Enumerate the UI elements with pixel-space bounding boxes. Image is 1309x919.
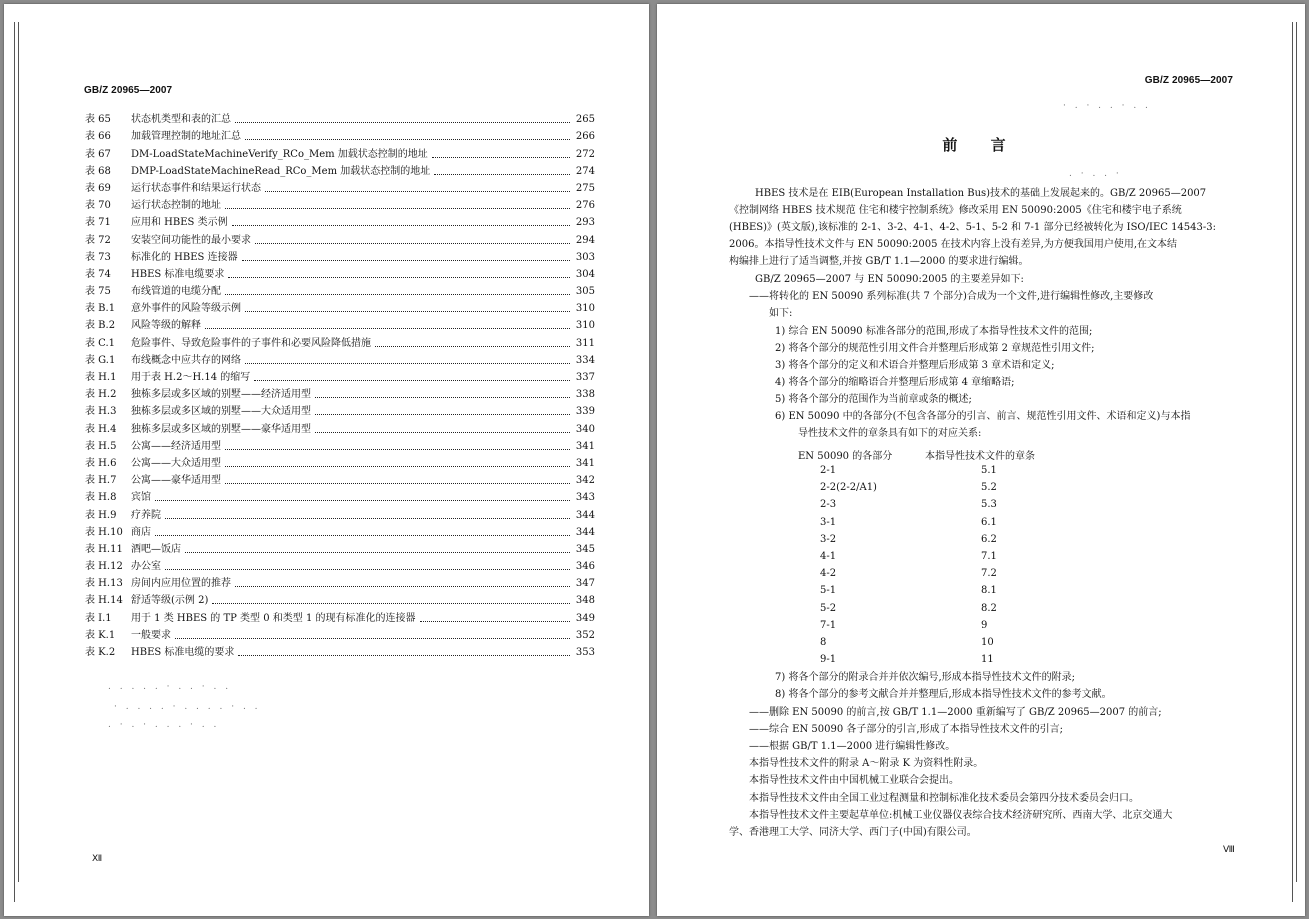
toc-entry-page: 272 xyxy=(575,148,595,160)
toc-entry-title: HBES 标准电缆要求 xyxy=(131,268,225,280)
toc-entry-title: 安装空间功能性的最小要求 xyxy=(131,234,251,246)
toc-entry-number: 表 68 xyxy=(85,165,111,177)
paragraph-line: 本指导性技术文件由全国工业过程测量和控制标准化技术委员会第四分技术委员会归口。 xyxy=(749,793,1139,804)
dot-leader xyxy=(242,260,570,261)
dot-leader xyxy=(420,621,571,622)
list-item: 5) 将各个部分的范围作为当前章或条的概述; xyxy=(775,394,972,405)
toc-entry-number: 表 69 xyxy=(85,182,111,194)
toc-entry-number: 表 H.11 xyxy=(85,543,123,555)
toc-entry-page: 344 xyxy=(575,526,595,538)
dot-leader xyxy=(265,191,570,192)
toc-entry-number: 表 H.4 xyxy=(85,423,117,435)
toc-entry-number: 表 65 xyxy=(85,114,111,126)
list-item: 6) EN 50090 中的各部分(不包含各部分的引言、前言、规范性引用文件、术语和定义)与本指 xyxy=(775,411,1191,422)
dot-leader xyxy=(255,243,570,244)
mapping-chapter: 6.1 xyxy=(981,516,997,528)
toc-entry-title: 办公室 xyxy=(131,561,161,573)
toc-entry xyxy=(85,539,595,556)
toc-entry-title: 应用和 HBES 类示例 xyxy=(131,217,228,229)
toc-entry-title: 加载管理控制的地址汇总 xyxy=(131,131,241,143)
toc-entry-page: 265 xyxy=(575,114,595,126)
toc-entry-page: 349 xyxy=(575,612,595,624)
dot-leader xyxy=(245,139,570,140)
dot-leader xyxy=(315,414,570,415)
toc-entry xyxy=(85,436,595,453)
toc-entry xyxy=(85,178,595,195)
mapping-chapter: 6.2 xyxy=(981,533,997,545)
toc-entry xyxy=(85,298,595,315)
toc-entry-title: 用于 1 类 HBES 的 TP 类型 0 和类型 1 的现有标准化的连接器 xyxy=(131,612,416,624)
toc-entry-number: 表 67 xyxy=(85,148,111,160)
mapping-en-part: 3-2 xyxy=(820,533,837,545)
mapping-chapter: 8.2 xyxy=(981,602,997,614)
toc-entry xyxy=(85,281,595,298)
paragraph-line: 本指导性技术文件的附录 A～附录 K 为资料性附录。 xyxy=(749,758,984,769)
mapping-chapter: 10 xyxy=(981,637,994,648)
toc-entry-number: 表 C.1 xyxy=(85,337,116,349)
toc-entry-page: 276 xyxy=(575,200,595,212)
toc-entry-page: 338 xyxy=(575,389,595,401)
toc-entry-number: 表 74 xyxy=(85,268,111,280)
toc-entry-page: 310 xyxy=(575,303,595,315)
toc-entry xyxy=(85,264,595,281)
scan-noise: . · . · . . . · . . xyxy=(108,720,220,730)
dot-leader xyxy=(235,586,570,587)
toc-entry-page: 341 xyxy=(575,457,595,469)
paragraph-line: ——根据 GB/T 1.1—2000 进行编辑性修改。 xyxy=(749,741,956,752)
toc-entry xyxy=(85,247,595,264)
toc-entry-number: 表 75 xyxy=(85,286,111,298)
toc-entry-number: 表 K.1 xyxy=(85,629,116,641)
dot-leader xyxy=(225,466,570,467)
mapping-chapter: 5.1 xyxy=(981,465,997,476)
binding-line xyxy=(18,22,19,882)
toc-entry-page: 294 xyxy=(575,234,595,246)
scan-noise: · . . . . · . . . . · . . xyxy=(114,702,261,712)
toc-entry-title: 舒适等级(示例 2) xyxy=(131,595,209,607)
dot-leader xyxy=(235,122,570,123)
mapping-en-part: 7-1 xyxy=(820,619,837,631)
toc-entry-title: DM-LoadStateMachineVerify_RCo_Mem 加载状态控制的地址 xyxy=(131,148,428,160)
dot-leader xyxy=(228,277,570,278)
paragraph-line: ——删除 EN 50090 的前言,按 GB/T 1.1—2000 重新编写了 GB/Z 20965—2007 的前言; xyxy=(749,707,1162,718)
toc-entry-title: 独栋多层或多区域的别墅——经济适用型 xyxy=(131,389,311,401)
page-footer: Ⅻ xyxy=(92,854,103,864)
toc-entry-page: 347 xyxy=(575,578,595,590)
toc-entry-page: 344 xyxy=(575,509,595,521)
toc-entry-page: 275 xyxy=(575,182,595,194)
dot-leader xyxy=(212,603,570,604)
toc-entry-page: 346 xyxy=(575,561,595,573)
toc-entry xyxy=(85,642,595,659)
mapping-chapter: 8.1 xyxy=(981,585,997,597)
toc-entry-title: 宾馆 xyxy=(131,492,151,504)
mapping-en-part: 9-1 xyxy=(820,654,837,666)
toc-entry-number: 表 H.1 xyxy=(85,372,117,383)
dot-leader xyxy=(155,500,570,501)
toc-entry-number: 表 H.7 xyxy=(85,475,117,487)
dot-leader xyxy=(225,208,570,209)
toc-entry-number: 表 H.9 xyxy=(85,509,117,521)
mapping-header-right: 本指导性技术文件的章条 xyxy=(925,451,1035,462)
toc-entry xyxy=(85,195,595,212)
toc-entry xyxy=(85,401,595,418)
toc-entry-number: 表 K.2 xyxy=(85,647,116,658)
toc-entry-page: 339 xyxy=(575,406,595,418)
dot-leader xyxy=(432,157,570,158)
toc-entry-title: 公寓——豪华适用型 xyxy=(131,475,221,487)
toc-entry-title: 用于表 H.2～H.14 的缩写 xyxy=(131,372,251,383)
dot-leader xyxy=(315,432,570,433)
toc-entry-title: HBES 标准电缆的要求 xyxy=(131,647,235,658)
mapping-chapter: 5.3 xyxy=(981,499,997,511)
dot-leader xyxy=(165,518,570,519)
toc-entry-page: 311 xyxy=(575,337,595,349)
toc-entry-page: 304 xyxy=(575,268,595,280)
toc-entry-number: 表 G.1 xyxy=(85,354,116,366)
preface-title: 前 言 xyxy=(942,136,1020,154)
toc-entry xyxy=(85,556,595,573)
mapping-en-part: 5-2 xyxy=(820,602,837,614)
toc-entry-number: 表 H.8 xyxy=(85,492,117,504)
toc-entry xyxy=(85,350,595,367)
paragraph-line: 本指导性技术文件主要起草单位:机械工业仪器仪表综合技术经济研究所、西南大学、北京交通大 xyxy=(749,810,1173,821)
toc-entry-page: 293 xyxy=(575,217,595,229)
dot-leader xyxy=(232,225,570,226)
toc-entry-title: 标准化的 HBES 连接器 xyxy=(131,251,238,263)
toc-entry-number: 表 H.13 xyxy=(85,578,123,590)
toc-entry-number: 表 H.5 xyxy=(85,440,117,452)
dot-leader xyxy=(225,449,570,450)
toc-entry-title: 商店 xyxy=(131,526,151,538)
mapping-en-part: 4-1 xyxy=(820,551,837,562)
left-page xyxy=(4,4,649,916)
page-footer: Ⅷ xyxy=(1223,845,1235,855)
toc-entry-number: 表 H.10 xyxy=(85,526,123,538)
toc-entry-page: 353 xyxy=(575,647,595,658)
dot-leader xyxy=(155,535,570,536)
toc-entry-title: 独栋多层或多区域的别墅——大众适用型 xyxy=(131,406,311,418)
toc-entry-title: 危险事件、导致危险事件的子事件和必要风险降低措施 xyxy=(131,337,371,349)
toc-entry-title: 运行状态控制的地址 xyxy=(131,200,221,212)
toc-entry-page: 341 xyxy=(575,440,595,452)
toc-entry-title: 疗养院 xyxy=(131,509,161,521)
toc-entry xyxy=(85,229,595,246)
paragraph-line: GB/Z 20965—2007 与 EN 50090:2005 的主要差异如下: xyxy=(755,274,1024,285)
dot-leader xyxy=(245,311,570,312)
table-of-contents xyxy=(85,109,595,659)
mapping-en-part: 5-1 xyxy=(820,585,837,597)
toc-entry-number: 表 66 xyxy=(85,131,111,143)
mapping-en-part: 3-1 xyxy=(820,516,837,528)
toc-entry-number: 表 H.3 xyxy=(85,406,117,418)
toc-entry-title: 运行状态事件和结果运行状态 xyxy=(131,182,261,194)
toc-entry-title: 公寓——经济适用型 xyxy=(131,440,221,452)
toc-entry xyxy=(85,332,595,349)
binding-line xyxy=(14,22,15,902)
toc-entry-title: DMP-LoadStateMachineRead_RCo_Mem 加载状态控制的地址 xyxy=(131,165,431,177)
toc-entry-title: 一般要求 xyxy=(131,629,171,641)
dot-leader xyxy=(165,569,570,570)
paragraph-line: HBES 技术是在 EIB(European Installation Bus)技术的基础上发展起来的。GB/Z 20965—2007 xyxy=(755,188,1207,199)
toc-entry xyxy=(85,418,595,435)
mapping-en-part: 2-3 xyxy=(820,499,837,511)
dot-leader xyxy=(185,552,570,553)
toc-entry-page: 303 xyxy=(575,251,595,263)
dot-leader xyxy=(238,655,570,656)
dot-leader xyxy=(375,346,570,347)
paragraph-line: ——综合 EN 50090 各子部分的引言,形成了本指导性技术文件的引言; xyxy=(749,724,1063,735)
toc-entry-title: 独栋多层或多区域的别墅——豪华适用型 xyxy=(131,423,311,435)
toc-entry-page: 334 xyxy=(575,354,595,366)
toc-entry xyxy=(85,161,595,178)
mapping-chapter: 7.1 xyxy=(981,551,997,562)
mapping-en-part: 2-2(2-2/A1) xyxy=(820,482,877,494)
toc-entry xyxy=(85,453,595,470)
toc-entry-number: 表 H.12 xyxy=(85,561,123,573)
toc-entry xyxy=(85,384,595,401)
dot-leader xyxy=(205,328,570,329)
list-item: 8) 将各个部分的参考文献合并并整理后,形成本指导性技术文件的参考文献。 xyxy=(775,689,1112,700)
toc-entry xyxy=(85,126,595,143)
toc-entry-number: 表 B.1 xyxy=(85,303,116,315)
toc-entry-page: 348 xyxy=(575,595,595,607)
toc-entry-title: 意外事件的风险等级示例 xyxy=(131,303,241,315)
list-item: 2) 将各个部分的规范性引用文件合并整理后形成第 2 章规范性引用文件; xyxy=(775,343,1095,354)
right-page xyxy=(657,4,1305,916)
dot-leader xyxy=(225,294,570,295)
toc-entry xyxy=(85,315,595,332)
list-item: 1) 综合 EN 50090 标准各部分的范围,形成了本指导性技术文件的范围; xyxy=(775,326,1093,337)
scan-noise: . . . . . · . . · . . xyxy=(108,682,232,692)
mapping-en-part: 2-1 xyxy=(820,465,837,476)
toc-entry-number: 表 H.14 xyxy=(85,595,123,607)
toc-entry xyxy=(85,143,595,160)
toc-entry-title: 布线管道的电缆分配 xyxy=(131,286,221,298)
toc-entry xyxy=(85,367,595,384)
toc-entry-title: 酒吧—饭店 xyxy=(131,543,181,555)
paragraph-line: 学、香港理工大学、同济大学、西门子(中国)有限公司。 xyxy=(729,827,977,838)
toc-entry-title: 房间内应用位置的推荐 xyxy=(131,578,231,590)
paragraph-line: (HBES)》(英文版),该标准的 2-1、3-2、4-1、4-2、5-1、5-2 和 7-1 部分已经被转化为 ISO/IEC 14543-3: xyxy=(729,222,1216,233)
toc-entry-number: 表 H.6 xyxy=(85,457,117,469)
page-header: GB/Z 20965—2007 xyxy=(1144,75,1233,86)
toc-entry-page: 340 xyxy=(575,423,595,435)
dot-leader xyxy=(175,638,570,639)
toc-entry xyxy=(85,607,595,624)
list-item: 4) 将各个部分的缩略语合并整理后形成第 4 章缩略语; xyxy=(775,377,1015,388)
paragraph-line: 《控制网络 HBES 技术规范 住宅和楼宇控制系统》修改采用 EN 50090:2005《住宅和楼宇电子系统 xyxy=(729,205,1182,216)
scan-noise: . · . . · xyxy=(1069,169,1122,179)
toc-entry-title: 状态机类型和表的汇总 xyxy=(131,114,231,126)
toc-entry xyxy=(85,590,595,607)
toc-entry-number: 表 70 xyxy=(85,200,111,212)
toc-entry xyxy=(85,487,595,504)
list-item: 导性技术文件的章条具有如下的对应关系: xyxy=(798,428,982,439)
toc-entry-page: 305 xyxy=(575,286,595,298)
toc-entry-number: 表 B.2 xyxy=(85,320,116,332)
mapping-header-left: EN 50090 的各部分 xyxy=(798,451,893,462)
toc-entry-number: 表 I.1 xyxy=(85,612,112,624)
toc-entry-title: 布线概念中应共存的网络 xyxy=(131,354,241,366)
toc-entry-page: 274 xyxy=(575,165,595,177)
scan-noise: · . · . . · . . xyxy=(1063,101,1151,111)
mapping-en-part: 8 xyxy=(820,637,827,648)
toc-entry-title: 风险等级的解释 xyxy=(131,320,201,332)
mapping-chapter: 9 xyxy=(981,619,988,631)
toc-entry-number: 表 71 xyxy=(85,217,111,229)
toc-entry-number: 表 73 xyxy=(85,251,111,263)
list-item: 3) 将各个部分的定义和术语合并整理后形成第 3 章术语和定义; xyxy=(775,360,1055,371)
dot-leader xyxy=(434,174,570,175)
toc-entry-page: 310 xyxy=(575,320,595,332)
toc-entry xyxy=(85,522,595,539)
paragraph-line: 构编排上进行了适当调整,并按 GB/T 1.1—2000 的要求进行编辑。 xyxy=(729,256,1029,267)
dot-leader xyxy=(315,397,570,398)
mapping-chapter: 11 xyxy=(981,654,994,666)
toc-entry xyxy=(85,470,595,487)
toc-entry-title: 公寓——大众适用型 xyxy=(131,457,221,469)
toc-entry xyxy=(85,625,595,642)
dot-leader xyxy=(245,363,570,364)
toc-entry-page: 337 xyxy=(575,372,595,383)
toc-entry xyxy=(85,109,595,126)
page-header: GB/Z 20965—2007 xyxy=(84,85,173,96)
paragraph-line: 本指导性技术文件由中国机械工业联合会提出。 xyxy=(749,775,959,786)
toc-entry xyxy=(85,573,595,590)
toc-entry-page: 352 xyxy=(575,629,595,641)
toc-entry xyxy=(85,212,595,229)
mapping-en-part: 4-2 xyxy=(820,568,837,580)
paragraph-line: 如下: xyxy=(769,308,793,319)
paragraph-line: ——将转化的 EN 50090 系列标准(共 7 个部分)合成为一个文件,进行编辑性修改,主要修改 xyxy=(749,291,1154,302)
toc-entry-page: 343 xyxy=(575,492,595,504)
toc-entry-page: 266 xyxy=(575,131,595,143)
toc-entry xyxy=(85,504,595,521)
toc-entry-number: 表 72 xyxy=(85,234,111,246)
list-item: 7) 将各个部分的附录合并并依次编号,形成本指导性技术文件的附录; xyxy=(775,672,1075,683)
paragraph-line: 2006。本指导性技术文件与 EN 50090:2005 在技术内容上没有差异,为方便我国用户使用,在文本结 xyxy=(729,239,1178,250)
toc-entry-number: 表 H.2 xyxy=(85,389,117,401)
mapping-chapter: 7.2 xyxy=(981,568,997,580)
dot-leader xyxy=(254,380,570,381)
dot-leader xyxy=(225,483,570,484)
toc-entry-page: 342 xyxy=(575,475,595,487)
mapping-chapter: 5.2 xyxy=(981,482,997,494)
toc-entry-page: 345 xyxy=(575,543,595,555)
